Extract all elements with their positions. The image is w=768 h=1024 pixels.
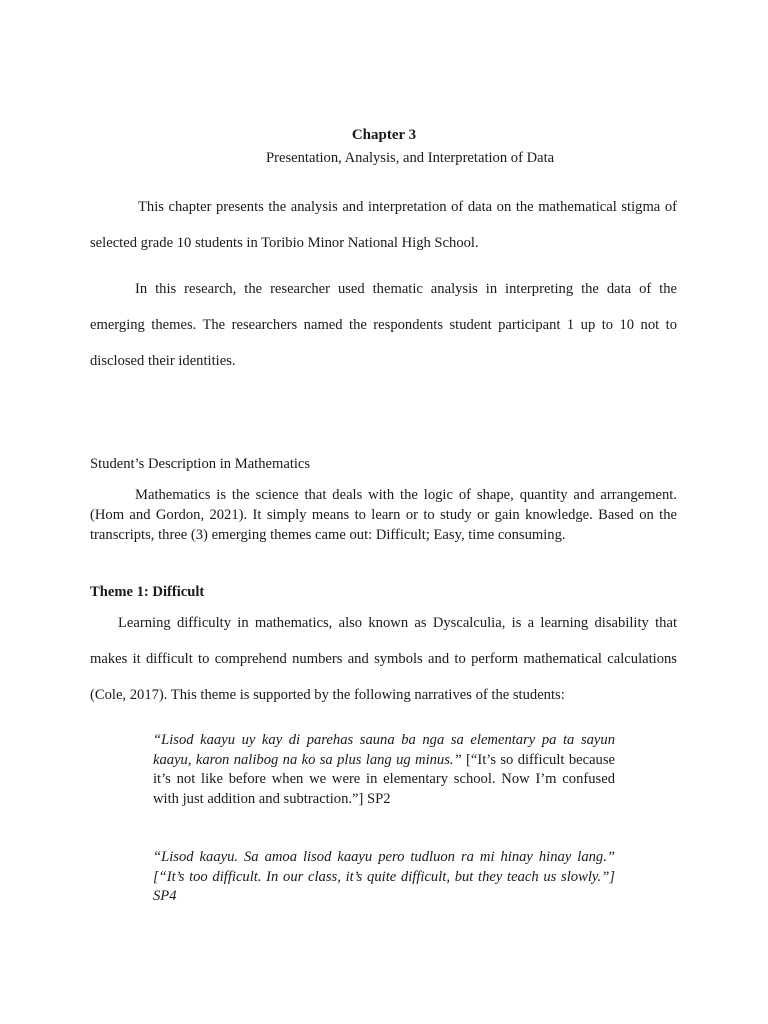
chapter-title: Chapter 3 — [351, 127, 417, 143]
section-paragraph: Mathematics is the science that deals with the logic of shape, quantity and arrangement. (Hom and Gordon, 2021). It simply means to learn or to study or gain knowledge. Based on the transcripts, three (3) emerging themes came out: Difficult; Easy, time consuming. — [90, 487, 677, 543]
theme-heading: Theme 1: Difficult — [90, 584, 205, 600]
quote-1-original: “Lisod kaayu uy kay di parehas sauna ba nga sa elementary pa ta sayun kaayu, karon nalibog na ko sa plus lang ug minus.” — [153, 732, 615, 768]
theme-paragraph: Learning difficulty in mathematics, also known as Dyscalculia, is a learning disability that makes it difficult to comprehend numbers and symbols and to perform mathematical calculations (Cole, 2017). This theme is supported by the following narratives of the students: — [90, 615, 677, 703]
quote-1-translation: [“It’s so difficult because it’s not like before when we were in elementary school. Now I’m confused with just addition and subtraction.”] SP2 — [153, 751, 615, 807]
student-quote-1 — [153, 731, 615, 809]
student-quote-2: “Lisod kaayu. Sa amoa lisod kaayu pero tudluon ra mi hinay hinay lang.” [“It’s too difficult. In our class, it’s quite difficult, but they teach us slowly.”] SP4 — [153, 849, 615, 904]
intro-paragraph-1: This chapter presents the analysis and interpretation of data on the mathematical stigma of selected grade 10 students in Toribio Minor National High School. — [90, 199, 677, 251]
chapter-subtitle: Presentation, Analysis, and Interpretation of Data — [266, 150, 555, 166]
intro-paragraph-2: In this research, the researcher used thematic analysis in interpreting the data of the emerging themes. The researchers named the respondents student participant 1 up to 10 not to disclosed their identities. — [90, 281, 677, 369]
section-heading: Student’s Description in Mathematics — [90, 456, 311, 472]
